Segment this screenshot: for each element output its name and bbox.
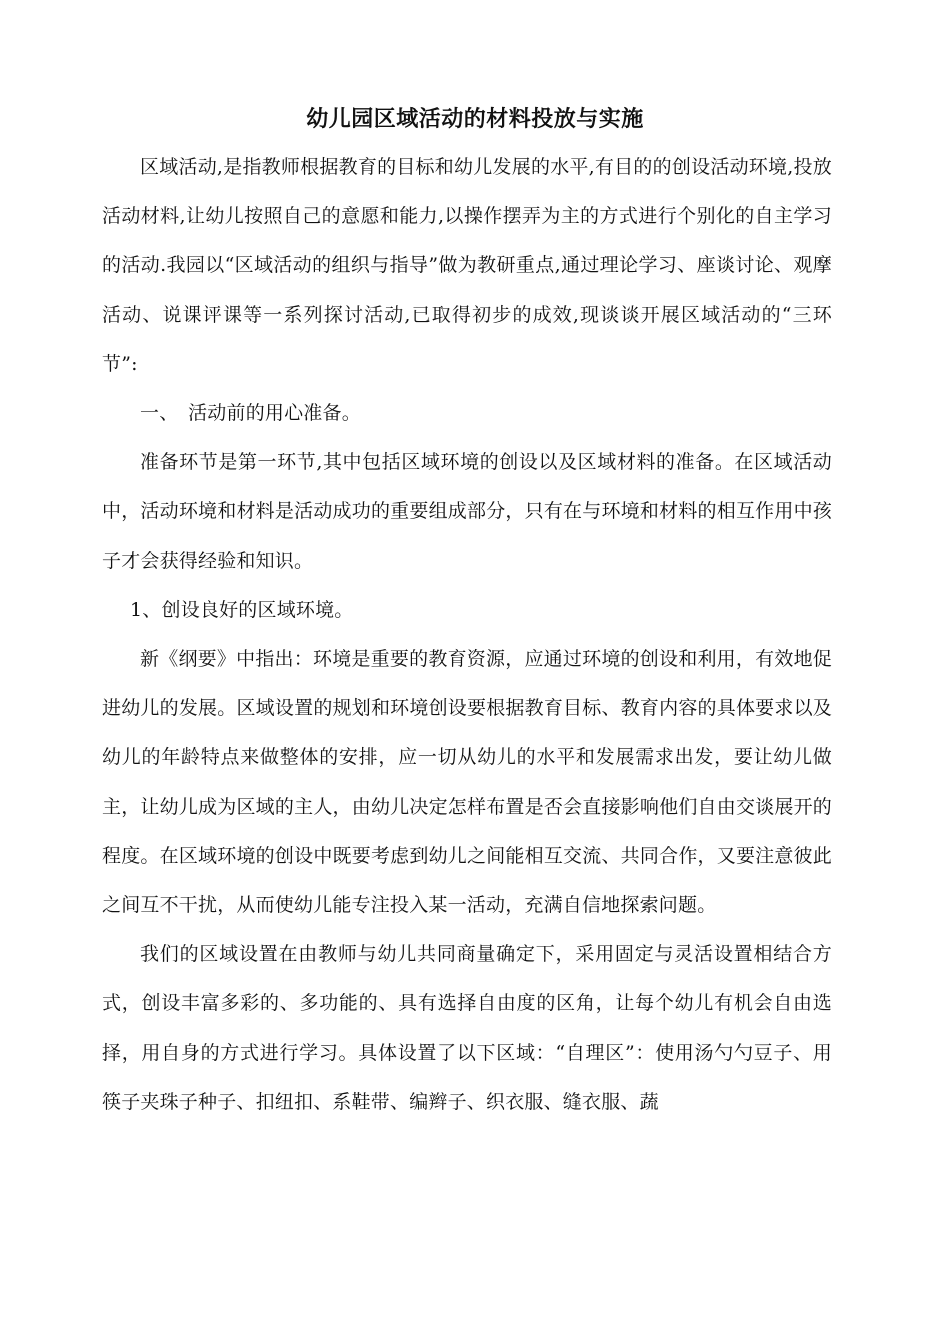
section-heading-1: 一、 活动前的用心准备。 bbox=[140, 402, 361, 425]
paragraph-area-setup: 我们的区域设置在由教师与幼儿共同商量确定下，采用固定与灵活设置相结合方式，创设丰富多彩的、多功能的、具有选择自由度的区角，让每个幼儿有机会自由选择，用自身的方式进行学习。具体设置了以下区域：“自理区”：使用汤勺勺豆子、用筷子夹珠子种子、扣纽扣、系鞋带、编辫子、织衣服、缝衣服、蔬 bbox=[102, 943, 832, 1113]
document-body bbox=[102, 143, 832, 1127]
paragraph-intro: 区域活动,是指教师根据教育的目标和幼儿发展的水平,有目的的创设活动环境,投放活动材料,让幼儿按照自己的意愿和能力,以操作摆弄为主的方式进行个别化的自主学习的活动.我园以“区域活动的组织与指导”做为教研重点,通过理论学习、座谈讨论、观摩活动、说课评课等一系列探讨活动,已取得初步的成效,现谈谈开展区域活动的“三环节”: bbox=[102, 156, 832, 375]
subsection-heading-1: 1、创设良好的区域环境。 bbox=[130, 598, 354, 621]
paragraph-environment: 新《纲要》中指出：环境是重要的教育资源，应通过环境的创设和利用，有效地促进幼儿的发展。区域设置的规划和环境创设要根据教育目标、教育内容的具体要求以及幼儿的年龄特点来做整体的安排，应一切从幼儿的水平和发展需求出发，要让幼儿做主，让幼儿成为区域的主人，由幼儿决定怎样布置是否会直接影响他们自由交谈展开的程度。在区域环境的创设中既要考虑到幼儿之间能相互交流、共同合作，又要注意彼此之间互不干扰，从而使幼儿能专注投入某一活动，充满自信地探索问题。 bbox=[102, 648, 832, 917]
document-title: 幼儿园区域活动的材料投放与实施 bbox=[306, 107, 644, 132]
paragraph-preparation: 准备环节是第一环节,其中包括区域环境的创设以及区域材料的准备。在区域活动中，活动环境和材料是活动成功的重要组成部分，只有在与环境和材料的相互作用中孩子才会获得经验和知识。 bbox=[102, 451, 832, 572]
